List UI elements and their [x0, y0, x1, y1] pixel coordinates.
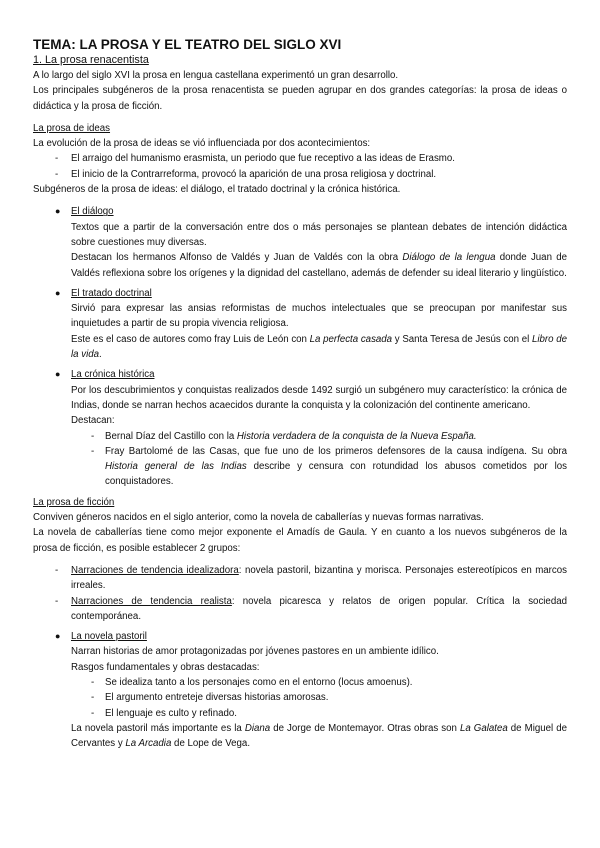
paragraph: [33, 525, 567, 556]
indented-paragraph: [33, 220, 567, 251]
text-run: de Miguel de Cervantes y: [71, 722, 568, 750]
text-run: .: [99, 349, 102, 361]
bullet-heading: [33, 286, 567, 301]
underlined-text: La crónica histórica: [71, 369, 155, 381]
dash-list-item: [33, 167, 567, 182]
sub-dash-list-item: [33, 690, 567, 705]
sub-dash-list-item: [33, 444, 567, 490]
indented-paragraph: [33, 644, 567, 659]
dash-list-item: [33, 151, 567, 166]
paragraph: [33, 182, 567, 197]
text-run: La evolución de la prosa de ideas se vió influenciada por dos acontecimientos:: [33, 138, 371, 150]
text-run: El argumento entreteje diversas historias amorosas.: [105, 692, 329, 704]
text-run: y Santa Teresa de Jesús con el: [392, 333, 532, 345]
dash-marker: -: [91, 707, 95, 719]
underlined-text: La novela pastoril: [71, 631, 147, 643]
text-run: Se idealiza tanto a los personajes como en el entorno (locus amoenus).: [105, 676, 413, 688]
underlined-text: Narraciones de tendencia realista: [71, 595, 232, 607]
dash-marker: -: [91, 430, 95, 442]
indented-paragraph: [33, 301, 567, 332]
italic-title-text: Libro de la vida: [71, 333, 568, 361]
text-run: Este es el caso de autores como fray Luis de León con: [71, 333, 310, 345]
indented-paragraph: [33, 721, 567, 752]
dash-marker: -: [55, 153, 59, 165]
document-page: [33, 36, 567, 751]
document-title: [33, 36, 567, 53]
text-run: La novela pastoril más importante es la: [71, 722, 245, 734]
paragraph: [33, 121, 567, 136]
text-run: : novela pastoril, bizantina y morisca. Personajes estereotípicos en marcos irreales.: [71, 564, 567, 592]
dash-marker: -: [91, 445, 95, 457]
text-run: TEMA: LA PROSA Y EL TEATRO DEL SIGLO XVI: [33, 37, 342, 52]
text-run: El arraigo del humanismo erasmista, un periodo que fue receptivo a las ideas de Erasmo.: [71, 153, 455, 165]
dash-list-item: [33, 563, 567, 594]
sub-dash-list-item: [33, 429, 567, 444]
italic-title-text: La perfecta casada: [309, 333, 393, 345]
underlined-text: El diálogo: [71, 206, 114, 218]
text-run: Bernal Díaz del Castillo con la: [105, 430, 237, 442]
text-run: donde Juan de Valdés reflexiona sobre los orígenes y la dignidad del castellano, además de defender su ideal literario y lingüístico.: [71, 252, 567, 279]
indented-paragraph: [33, 250, 567, 281]
text-run: de Jorge de Montemayor. Otras obras son: [270, 722, 460, 734]
text-run: El inicio de la Contrarreforma, provocó la aparición de una prosa religiosa y doctrinal.: [71, 168, 437, 180]
section-heading: [33, 53, 567, 68]
dash-marker: -: [91, 692, 95, 704]
text-run: describe y censura con rotundidad los abusos cometidos por los conquistadores.: [105, 461, 568, 488]
text-run: Destacan los hermanos Alfonso de Valdés y Juan de Valdés con la obra: [71, 252, 403, 264]
text-run: Textos que a partir de la conversación entre dos o más personajes se plantean debates de intención didáctica sobre cuestiones muy diversas.: [71, 221, 567, 248]
dash-marker: -: [55, 595, 59, 607]
bullet-heading: [33, 204, 567, 219]
italic-title-text: Diálogo de la lengua: [402, 252, 496, 264]
text-run: Conviven géneros nacidos en el siglo anterior, como la novela de caballerías y nuevas formas narrativas.: [33, 512, 484, 524]
italic-title-text: La Arcadia: [125, 738, 172, 750]
indented-paragraph: [33, 660, 567, 675]
paragraph: [33, 68, 567, 83]
paragraph: [33, 136, 567, 151]
dash-list-item: [33, 594, 567, 625]
indented-paragraph: [33, 413, 567, 428]
underlined-text: La prosa de ficción: [33, 496, 115, 508]
dash-marker: -: [55, 564, 59, 576]
text-run: : novela picaresca y relatos de origen popular. Crítica la sociedad contemporánea.: [71, 595, 567, 622]
text-run: de Lope de Vega.: [171, 738, 251, 750]
bullet-heading: [33, 629, 567, 644]
text-run: Rasgos fundamentales y obras destacadas:: [71, 661, 260, 673]
italic-title-text: Historia general de las Indias: [105, 461, 247, 473]
bullet-icon: ●: [55, 206, 61, 217]
text-run: Los principales subgéneros de la prosa renacentista se pueden agrupar en dos grandes categorías: la prosa de ideas o didáctica y la prosa de ficción.: [33, 85, 567, 112]
italic-title-text: La Galatea: [459, 722, 508, 734]
bullet-icon: ●: [55, 369, 61, 380]
underlined-text: El tratado doctrinal: [71, 287, 152, 299]
sub-dash-list-item: [33, 675, 567, 690]
text-run: 1. La prosa renacentista: [33, 54, 149, 66]
dash-marker: -: [55, 168, 59, 180]
text-run: A lo largo del siglo XVI la prosa en lengua castellana experimentó un gran desarrollo.: [33, 70, 399, 81]
italic-title-text: Historia verdadera de la conquista de la Nueva España.: [236, 430, 477, 442]
text-run: Sirvió para expresar las ansias reformistas de muchos intelectuales que se preocupan por manifestar sus inquietudes a partir de su propia vivencia religiosa.: [71, 303, 567, 330]
underlined-text: La prosa de ideas: [33, 122, 111, 134]
bullet-heading: [33, 367, 567, 382]
text-run: Narran historias de amor protagonizadas por jóvenes pastores en un ambiente idílico.: [71, 646, 439, 658]
paragraph: [33, 495, 567, 510]
italic-title-text: Diana: [244, 722, 271, 734]
text-run: Destacan:: [71, 415, 115, 427]
dash-marker: -: [91, 676, 95, 688]
text-run: El lenguaje es culto y refinado.: [105, 707, 237, 719]
sub-dash-list-item: [33, 706, 567, 721]
paragraph: [33, 83, 567, 114]
bullet-icon: ●: [55, 631, 61, 642]
text-run: La novela de caballerías tiene como mejor exponente el Amadís de Gaula. Y en cuanto a los nuevos subgéneros de la prosa de ficción, es posible establecer 2 grupos:: [33, 527, 567, 554]
text-run: Por los descubrimientos y conquistas realizados desde 1492 surgió un subgénero muy característico: la crónica de Indias, donde se narran hechos acaecidos durante la conquista y la colonización del continente americano.: [71, 384, 567, 411]
indented-paragraph: [33, 383, 567, 414]
text-run: Subgéneros de la prosa de ideas: el diálogo, el tratado doctrinal y la crónica histórica.: [33, 184, 401, 196]
indented-paragraph: [33, 332, 567, 363]
underlined-text: Narraciones de tendencia idealizadora: [71, 564, 239, 576]
paragraph: [33, 510, 567, 525]
text-run: Fray Bartolomé de las Casas, que fue uno de los primeros defensores de la causa indígena. Su obra: [105, 445, 567, 457]
bullet-icon: ●: [55, 287, 61, 298]
